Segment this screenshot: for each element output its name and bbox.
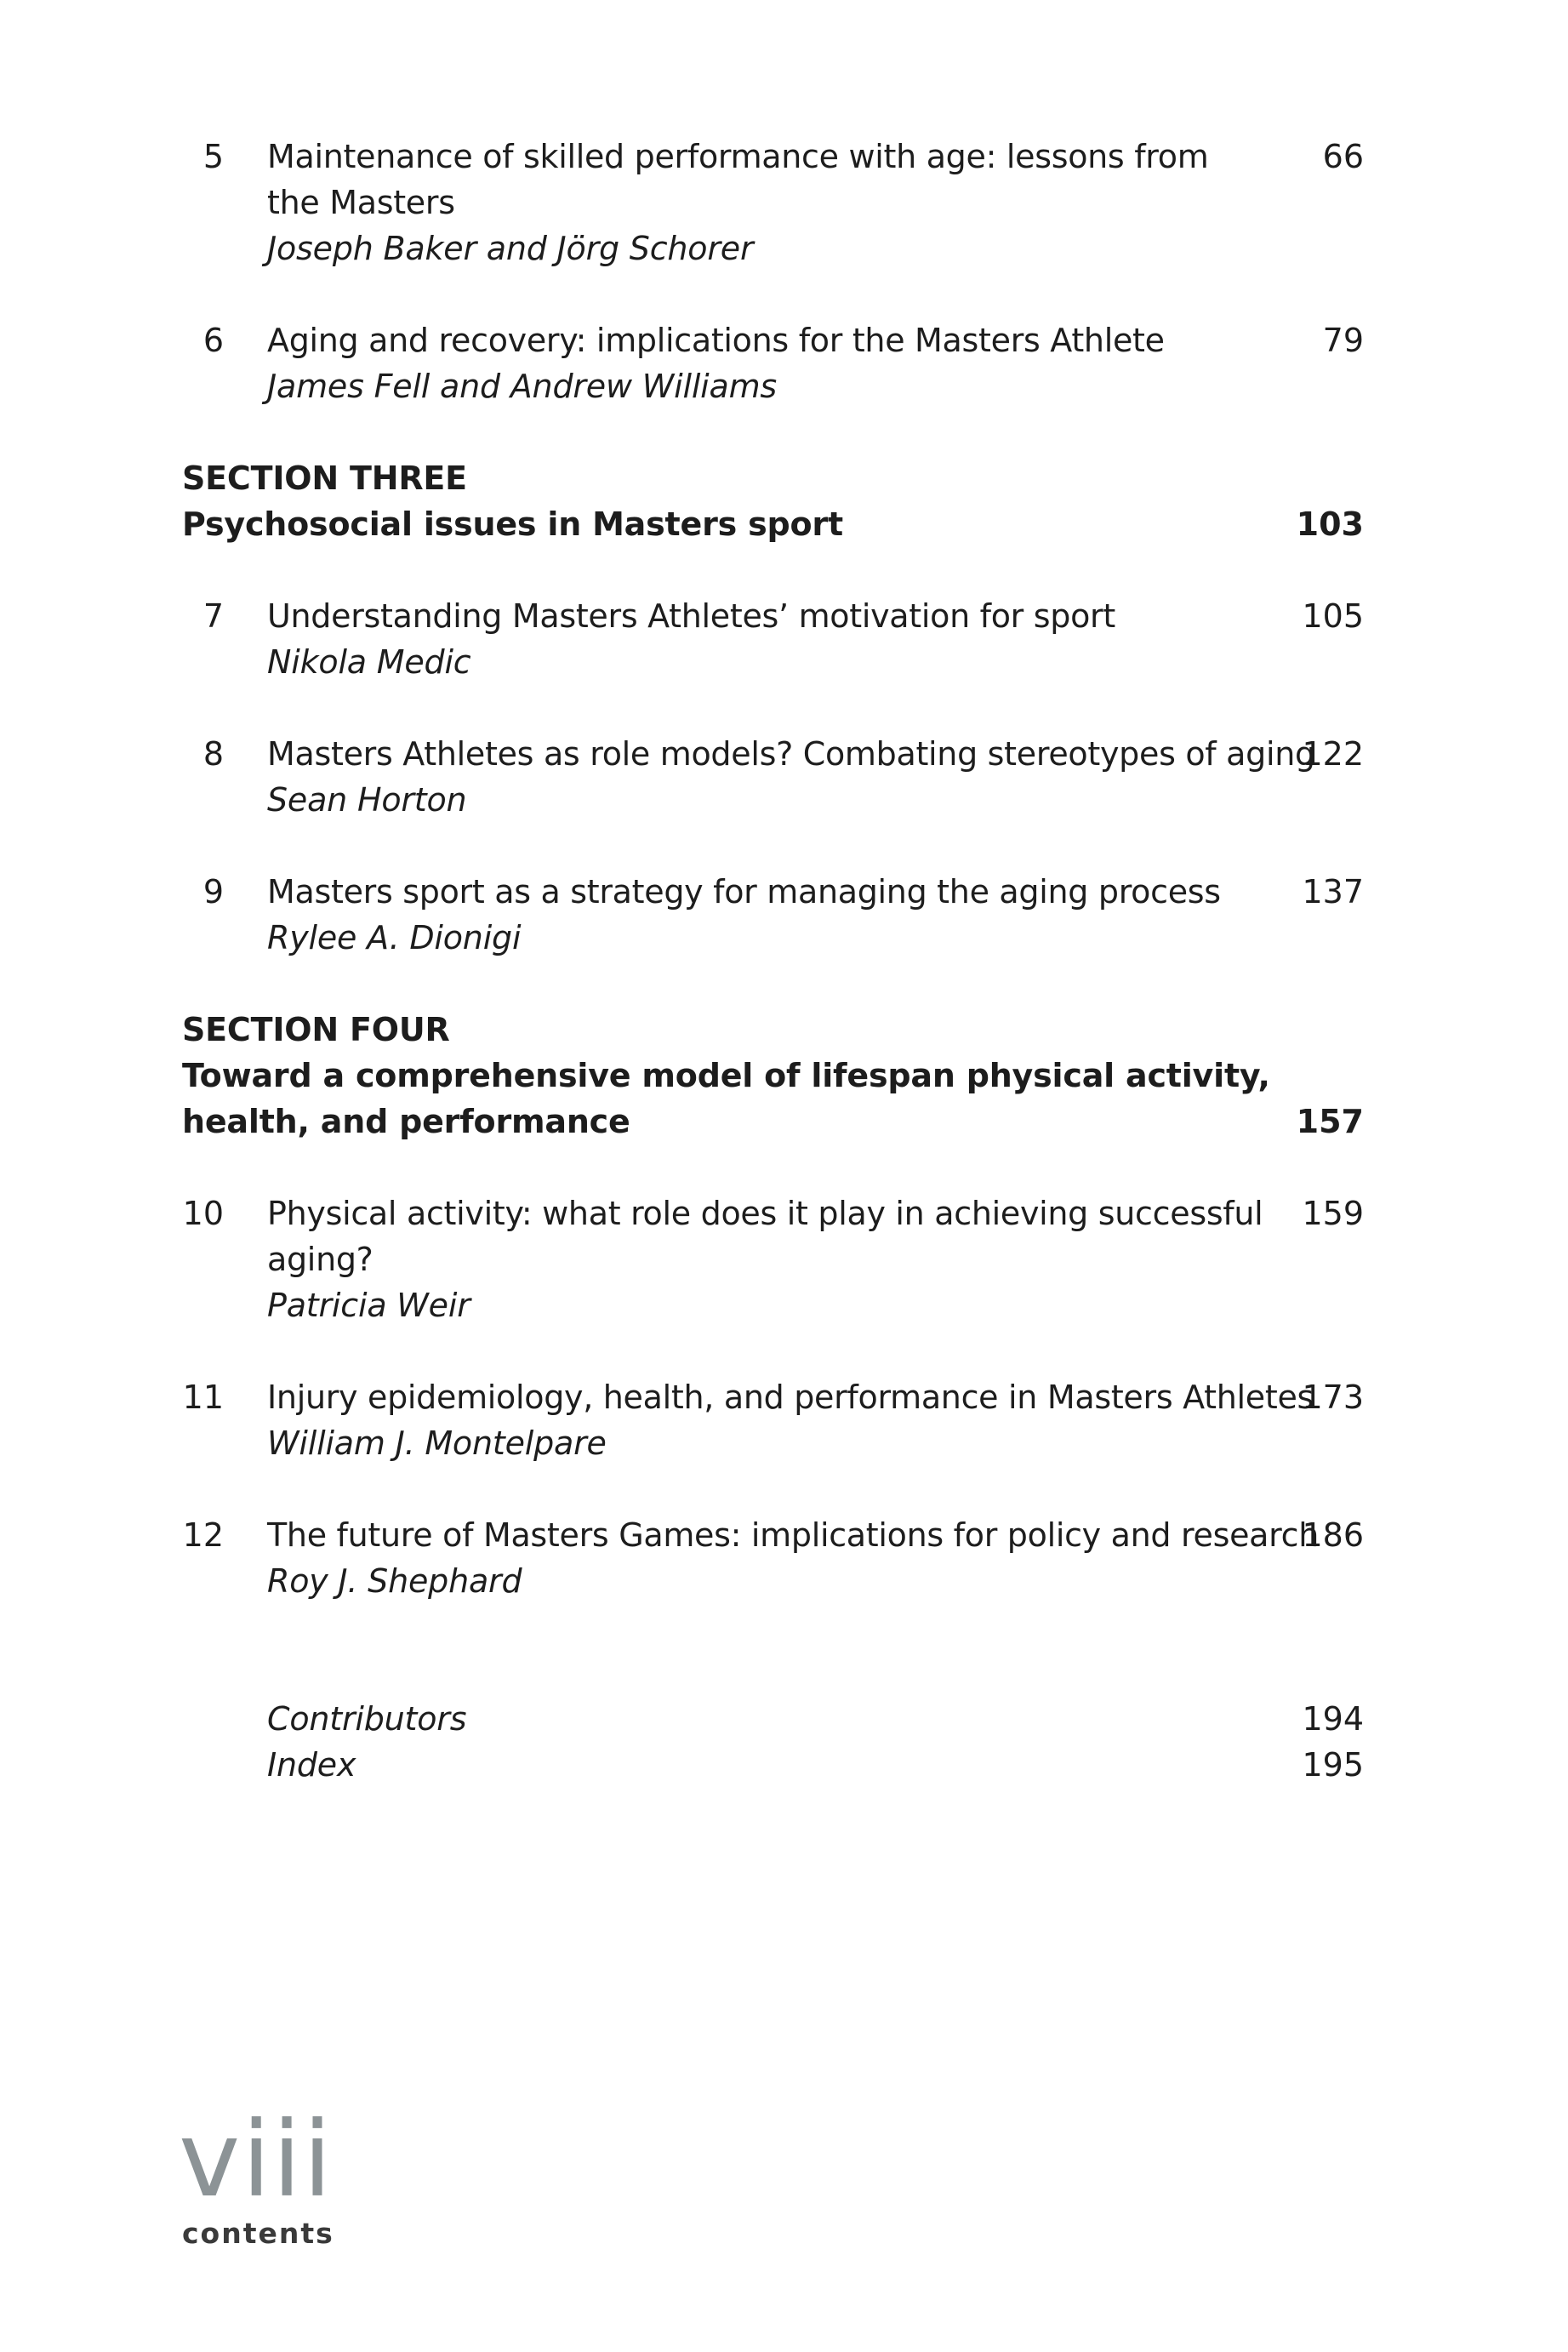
page-number: 79 bbox=[1322, 322, 1364, 359]
chapter-title: Masters Athletes as role models? Combating stereotypes of aging bbox=[267, 735, 1315, 773]
page-number: 159 bbox=[1302, 1195, 1364, 1232]
chapter-number: 6 bbox=[202, 322, 224, 359]
page-number: 105 bbox=[1302, 597, 1364, 635]
chapter-title: Physical activity: what role does it play in achieving successful bbox=[267, 1195, 1263, 1232]
chapter-author: William J. Montelpare bbox=[267, 1424, 607, 1462]
section-four[interactable] bbox=[0, 1099, 1568, 1145]
toc-entry-6[interactable] bbox=[0, 317, 1568, 363]
toc-entry-10-author bbox=[0, 1282, 1568, 1328]
chapter-title-continued: the Masters bbox=[267, 184, 455, 221]
toc-entry-11[interactable] bbox=[0, 1374, 1568, 1420]
section-four-label-row bbox=[0, 1007, 1568, 1053]
toc-entry-9[interactable] bbox=[0, 869, 1568, 915]
section-title: Toward a comprehensive model of lifespan physical activity, bbox=[182, 1057, 1270, 1094]
toc-entry-11-author bbox=[0, 1420, 1568, 1466]
chapter-author: Joseph Baker and Jörg Schorer bbox=[267, 230, 754, 267]
chapter-number: 9 bbox=[202, 873, 224, 911]
toc-entry-7[interactable] bbox=[0, 593, 1568, 639]
chapter-number: 7 bbox=[202, 597, 224, 635]
chapter-author: Nikola Medic bbox=[267, 643, 471, 681]
section-page-number: 103 bbox=[1296, 505, 1364, 543]
toc-entry-5[interactable] bbox=[0, 134, 1568, 180]
toc-entry-5-author bbox=[0, 225, 1568, 271]
folio-page-numeral: viii bbox=[179, 2099, 334, 2220]
chapter-title: Aging and recovery: implications for the Masters Athlete bbox=[267, 322, 1165, 359]
chapter-author: Sean Horton bbox=[267, 781, 467, 819]
section-title-continued: health, and performance bbox=[182, 1103, 630, 1140]
chapter-number: 11 bbox=[182, 1379, 224, 1416]
toc-contributors[interactable] bbox=[0, 1696, 1568, 1742]
back-matter-title: Contributors bbox=[267, 1700, 467, 1738]
chapter-author: Patricia Weir bbox=[267, 1287, 470, 1324]
toc-entry-10-title-cont bbox=[0, 1236, 1568, 1282]
chapter-title: Understanding Masters Athletes’ motivation for sport bbox=[267, 597, 1115, 635]
chapter-author: James Fell and Andrew Williams bbox=[267, 368, 778, 405]
page-number: 195 bbox=[1302, 1746, 1364, 1784]
section-three[interactable] bbox=[0, 501, 1568, 547]
toc-entry-9-author bbox=[0, 915, 1568, 961]
back-matter-title: Index bbox=[267, 1746, 356, 1784]
toc-entry-10[interactable] bbox=[0, 1190, 1568, 1236]
chapter-number: 12 bbox=[182, 1516, 224, 1554]
toc-entry-12[interactable] bbox=[0, 1512, 1568, 1558]
section-label: SECTION THREE bbox=[182, 460, 467, 497]
section-four-title-row bbox=[0, 1053, 1568, 1099]
page-number: 122 bbox=[1302, 735, 1364, 773]
chapter-title: Maintenance of skilled performance with age: lessons from bbox=[267, 138, 1209, 175]
section-three-label-row bbox=[0, 455, 1568, 501]
toc-entry-7-author bbox=[0, 639, 1568, 685]
toc-entry-12-author bbox=[0, 1558, 1568, 1604]
page-number: 66 bbox=[1322, 138, 1364, 175]
toc-index[interactable] bbox=[0, 1742, 1568, 1788]
section-label: SECTION FOUR bbox=[182, 1011, 450, 1048]
toc-entry-5-title-cont bbox=[0, 180, 1568, 225]
section-title: Psychosocial issues in Masters sport bbox=[182, 505, 843, 543]
chapter-title-continued: aging? bbox=[267, 1241, 373, 1278]
chapter-number: 10 bbox=[182, 1195, 224, 1232]
chapter-title: Injury epidemiology, health, and performance in Masters Athletes bbox=[267, 1379, 1314, 1416]
folio-section-label: contents bbox=[182, 2217, 334, 2250]
page-number: 194 bbox=[1302, 1700, 1364, 1738]
chapter-number: 8 bbox=[202, 735, 224, 773]
toc-entry-8[interactable] bbox=[0, 731, 1568, 777]
chapter-author: Rylee A. Dionigi bbox=[267, 919, 522, 956]
page-number: 186 bbox=[1302, 1516, 1364, 1554]
chapter-number: 5 bbox=[202, 138, 224, 175]
chapter-title: Masters sport as a strategy for managing the aging process bbox=[267, 873, 1221, 911]
chapter-author: Roy J. Shephard bbox=[267, 1562, 522, 1600]
page-number: 173 bbox=[1302, 1379, 1364, 1416]
toc-entry-6-author bbox=[0, 363, 1568, 409]
toc-entry-8-author bbox=[0, 777, 1568, 823]
chapter-title: The future of Masters Games: implications for policy and research bbox=[267, 1516, 1320, 1554]
section-page-number: 157 bbox=[1296, 1103, 1364, 1140]
page-number: 137 bbox=[1302, 873, 1364, 911]
